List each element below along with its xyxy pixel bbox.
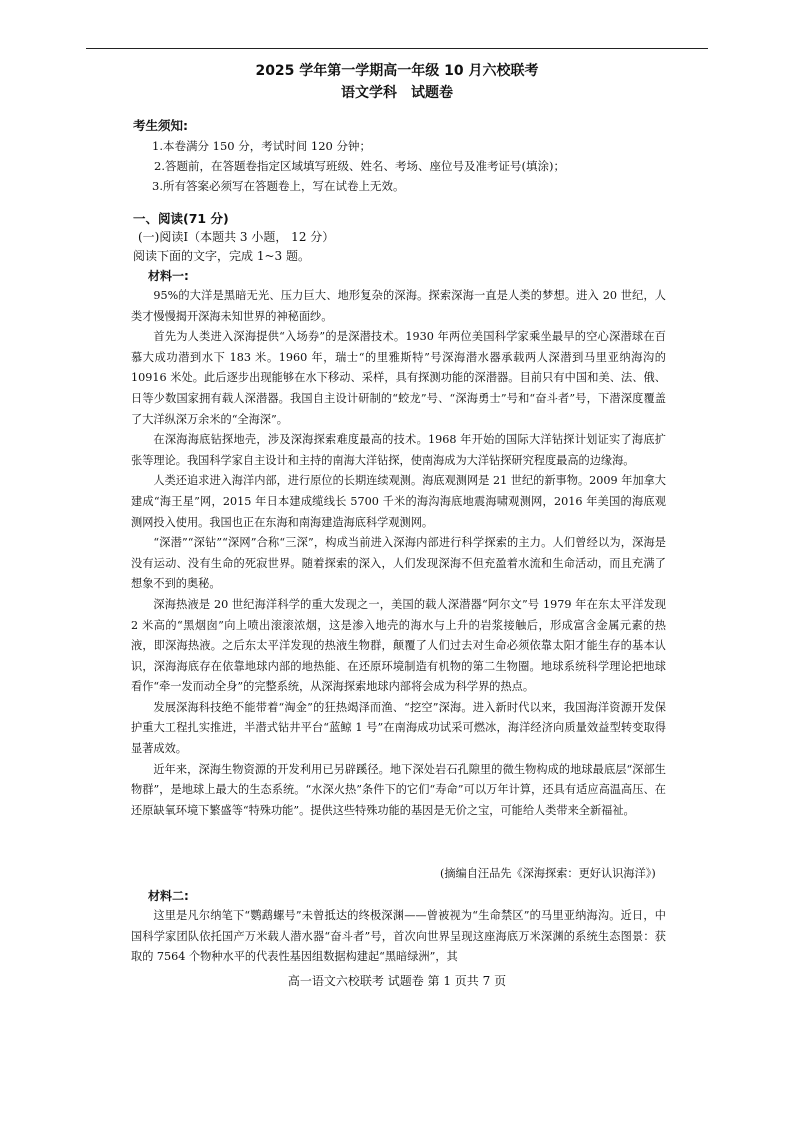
- reading-instruction: 阅读下面的文字，完成 1~3 题。: [133, 249, 310, 263]
- notice-item: 2.答题前，在答题卷指定区域填写班级、姓名、考场、座位号及准考证号(填涂)；: [154, 159, 565, 173]
- material1-label: 材料一:: [148, 269, 189, 283]
- material1-source: (摘编自汪品先《深海探索：更好认识海洋》): [440, 867, 656, 880]
- paragraph: 人类还追求进入海洋内部，进行原位的长期连续观测。海底观测网是 21 世纪的新事物。2009 年加拿大建成“海王星”网，2015 年日本建成缆线长 5700 千米的海沟海底地震海啸观测网，2016 年美国的海底观测网投入使用。我国也正在东海和南海建造海底科学观测网。: [131, 474, 666, 529]
- material1-body: [131, 286, 666, 821]
- exam-title: 2025 学年第一学期高一年级 10 月六校联考: [255, 63, 539, 79]
- reading-subheading: (一)阅读Ⅰ（本题共 3 小题， 12 分）: [138, 230, 335, 244]
- notice-heading: 考生须知:: [133, 118, 188, 133]
- header-rule: [86, 48, 708, 49]
- paragraph: 发展深海科技绝不能带着“淘金”的狂热竭泽而渔、“挖空”深海。进入新时代以来，我国海洋资源开发保护重大工程扎实推进，半潜式钻井平台“蓝鲸 1 号”在南海成功试采可燃冰，海洋经济向质量效益型转变取得显著成效。: [131, 700, 666, 756]
- paragraph: 在深海海底钻探地壳，涉及深海探索难度最高的技术。1968 年开始的国际大洋钻探计划证实了海底扩张等理论。我国科学家自主设计和主持的南海大洋钻探，使南海成为大洋钻探研究程度最高的边缘海。: [131, 433, 666, 467]
- material2-label: 材料二:: [148, 889, 189, 903]
- notice-item: 1.本卷满分 150 分，考试时间 120 分钟；: [152, 139, 371, 153]
- notice-item: 3.所有答案必须写在答题卷上，写在试卷上无效。: [152, 179, 405, 193]
- paragraph: 这里是凡尔纳笔下“鹦鹉螺号”未曾抵达的终极深渊——曾被视为“生命禁区”的马里亚纳海沟。近日，中国科学家团队依托国产万米载人潜水器“奋斗者”号，首次向世界呈现这座海底万米深渊的系统生态图景：获取的 7564 个物种水平的代表性基因组数据构建起“黑暗绿洲”，其: [131, 909, 666, 964]
- page-footer: 高一语文六校联考 试题卷 第 1 页共 7 页: [287, 974, 507, 988]
- paragraph: “深潜”“深钻”“深网”合称“三深”，构成当前进入深海内部进行科学探索的主力。人们曾经以为，深海是没有运动、没有生命的死寂世界。随着探索的深入，人们发现深海不但充盈着水流和生命活动，而且充满了想象不到的奥秘。: [131, 536, 666, 591]
- paragraph: 近年来，深海生物资源的开发利用已另辟蹊径。地下深处岩石孔隙里的微生物构成的地球最底层“深部生物群”，是地球上最大的生态系统。“水深火热”条件下的它们“寿命”可以万年计算，还具有适应高温高压、在还原缺氧环境下繁盛等“特殊功能”。提供这些特殊功能的基因是无价之宝，可能给人类带来全新福祉。: [131, 762, 666, 817]
- paragraph: 首先为人类进入深海提供“入场券”的是深潜技术。1930 年两位美国科学家乘坐最早的空心深潜球在百慕大成功潜到水下 183 米。1960 年，瑞士“的里雅斯特”号深海潜水器承载两人深潜到马里亚纳海沟的 10916 米处。此后逐步出现能够在水下移动、采样，具有探测功能的深潜器。目前只有中国和美、法、俄、日等少数国家拥有载人深潜器。我国自主设计研制的“蛟龙”号、“深海勇士”号和“奋斗者”号，下潜深度覆盖了大洋纵深万余米的“全海深”。: [131, 330, 666, 426]
- material2-body: [131, 906, 666, 968]
- section-heading: 一、阅读(71 分): [133, 211, 229, 226]
- paragraph: 深海热液是 20 世纪海洋科学的重大发现之一，美国的载人深潜器“阿尔文”号 1979 年在东太平洋发现 2 米高的“黑烟囱”向上喷出滚滚浓烟，这是渗入地壳的海水与上升的岩浆接触后，形成富含金属元素的热液，即深海热液。之后东太平洋发现的热液生物群，颠覆了人们过去对生命必须依靠太阳才能生存的基本认识，深海海底存在依靠地球内部的地热能、在还原环境制造有机物的第二生物圈。地球系统科学理论把地球看作“牵一发而动全身”的完整系统，从深海探索地球内部将会成为科学界的热点。: [131, 597, 666, 694]
- paragraph: 95%的大洋是黑暗无光、压力巨大、地形复杂的深海。探索深海一直是人类的梦想。进入 20 世纪，人类才慢慢揭开深海未知世界的神秘面纱。: [131, 289, 666, 323]
- exam-subtitle: 语文学科 试题卷: [341, 85, 453, 101]
